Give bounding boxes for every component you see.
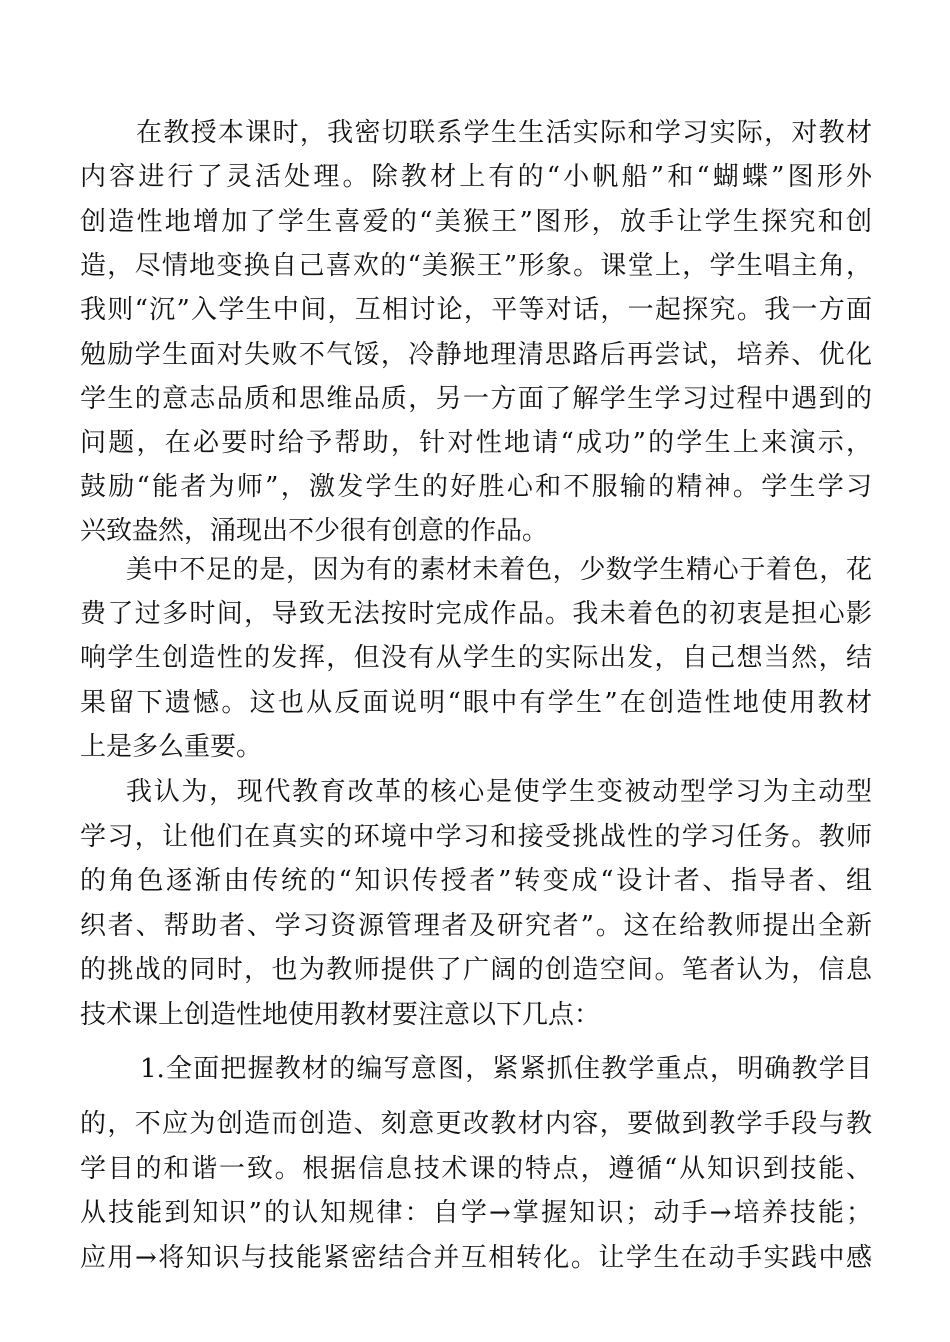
text-line: 内容进行了灵活处理。除教材上有的“小帆船”和“蝴蝶”图形外 bbox=[80, 162, 872, 192]
text-line: 学习，让他们在真实的环境中学习和接受挑战性的学习任务。教师 bbox=[80, 822, 872, 852]
text-line: 问题，在必要时给予帮助，针对性地请“成功”的学生上来演示， bbox=[80, 428, 872, 458]
text-line: 造，尽情地变换自己喜欢的“美猴王”形象。课堂上，学生唱主角， bbox=[80, 251, 872, 281]
text-line: 创造性地增加了学生喜爱的“美猴王”图形，放手让学生探究和创 bbox=[80, 207, 872, 237]
text-line: 1.全面把握教材的编写意图，紧紧抓住教学重点，明确教学目 bbox=[140, 1054, 872, 1084]
text-line: 的，不应为创造而创造、刻意更改教材内容，要做到教学手段与教 bbox=[80, 1109, 872, 1139]
text-line: 学目的和谐一致。根据信息技术课的特点，遵循“从知识到技能、 bbox=[80, 1154, 872, 1184]
text-line: 的角色逐渐由传统的“知识传授者”转变成“设计者、指导者、组 bbox=[80, 866, 872, 896]
text-line: 在教授本课时，我密切联系学生生活实际和学习实际，对教材 bbox=[136, 118, 872, 148]
text-line: 学生的意志品质和思维品质，另一方面了解学生学习过程中遇到的 bbox=[80, 384, 872, 414]
text-line: 果留下遗憾。这也从反面说明“眼中有学生”在创造性地使用教材 bbox=[80, 688, 872, 718]
text-line: 鼓励“能者为师”，激发学生的好胜心和不服输的精神。学生学习 bbox=[80, 472, 872, 502]
text-line: 兴致盎然，涌现出不少很有创意的作品。 bbox=[80, 516, 549, 546]
text-line: 勉励学生面对失败不气馁，冷静地理清思路后再尝试，培养、优化 bbox=[80, 340, 872, 370]
text-line: 的挑战的同时，也为教师提供了广阔的创造空间。笔者认为，信息 bbox=[80, 955, 872, 985]
text-line: 费了过多时间，导致无法按时完成作品。我未着色的初衷是担心影 bbox=[80, 599, 872, 629]
text-line: 应用→将知识与技能紧密结合并互相转化。让学生在动手实践中感 bbox=[80, 1243, 872, 1273]
text-line: 美中不足的是，因为有的素材未着色，少数学生精心于着色，花 bbox=[126, 555, 872, 585]
text-line: 从技能到知识”的认知规律：自学→掌握知识；动手→培养技能； bbox=[80, 1198, 872, 1228]
text-line: 我认为，现代教育改革的核心是使学生变被动型学习为主动型 bbox=[126, 777, 872, 807]
text-line: 技术课上创造性地使用教材要注意以下几点： bbox=[80, 1000, 601, 1030]
text-line: 响学生创造性的发挥，但没有从学生的实际出发，自己想当然，结 bbox=[80, 643, 872, 673]
text-line: 上是多么重要。 bbox=[80, 732, 263, 762]
text-line: 织者、帮助者、学习资源管理者及研究者”。这在给教师提出全新 bbox=[80, 911, 872, 941]
text-line: 我则“沉”入学生中间，互相讨论，平等对话，一起探究。我一方面 bbox=[80, 295, 872, 325]
